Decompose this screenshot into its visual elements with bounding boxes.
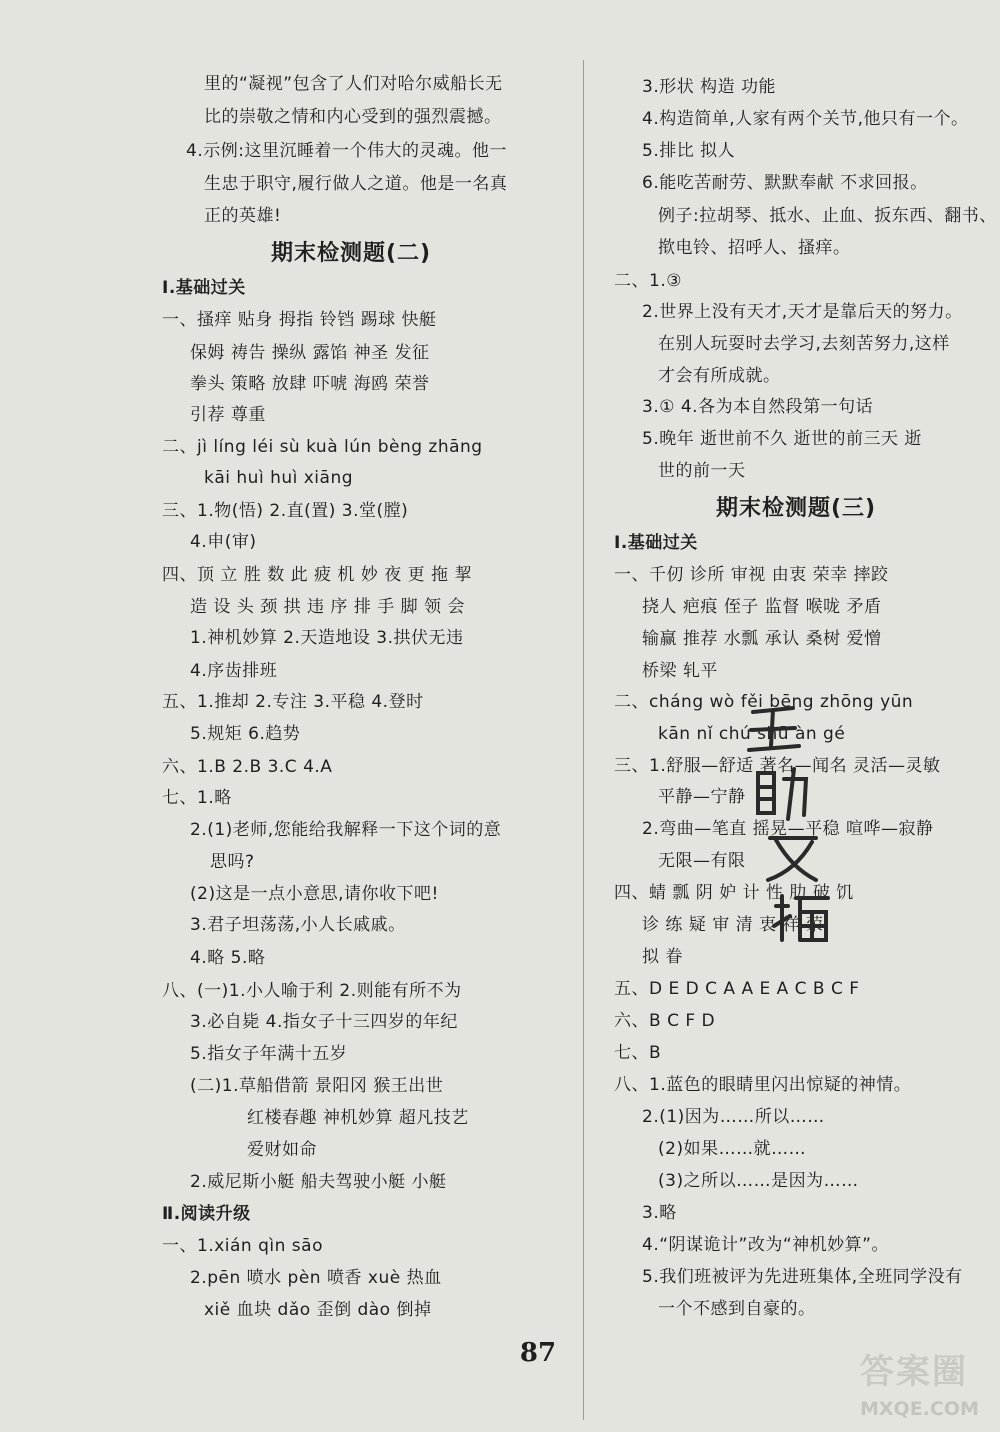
text-line: 3.略	[642, 1203, 677, 1223]
text-line: kāi huì huì xiāng	[204, 468, 354, 488]
text-line: 2.威尼斯小艇 船夫驾驶小艇 小艇	[190, 1172, 447, 1192]
text-line: 爱财如命	[247, 1140, 317, 1160]
text-line: 4.申(审)	[190, 532, 257, 552]
text-line: xiě 血块 dǎo 歪倒 dào 倒掉	[204, 1300, 432, 1320]
text-line: (2)这是一点小意思,请你收下吧!	[190, 884, 439, 904]
text-line: 造 设 头 颈 拱 违 序 排 手 脚 领 会	[190, 597, 465, 617]
text-line: 5.晚年 逝世前不久 逝世的前三天 逝	[642, 429, 922, 449]
text-line: 3.必自毙 4.指女子十三四岁的年纪	[190, 1012, 458, 1032]
text-line: 一、搔痒 贴身 拇指 铃铛 踢球 快艇	[162, 310, 437, 330]
text-line: 桥梁 轧平	[642, 661, 718, 681]
text-line: 二、jì líng léi sù kuà lún bèng zhāng	[162, 437, 483, 457]
text-line: 诊 练 疑 审 清 衷 祥 荣	[642, 915, 824, 935]
text-line: 比的崇敬之情和内心受到的强烈震撼。	[204, 107, 502, 127]
text-line: 4.序齿排班	[190, 661, 278, 681]
text-line: 输赢 推荐 水瓢 承认 桑树 爱憎	[642, 629, 882, 649]
text-line: 思吗?	[210, 852, 255, 872]
text-line: 5.排比 拟人	[642, 141, 736, 161]
text-line: 七、1.略	[162, 788, 232, 808]
text-line: 5.指女子年满十五岁	[190, 1044, 348, 1064]
handwriting-scribble-4	[770, 890, 834, 948]
text-line: kān nǐ chú shū àn gé	[658, 724, 846, 744]
handwriting-scribble-1	[745, 700, 805, 760]
text-line: 八、1.蓝色的眼睛里闪出惊疑的神情。	[614, 1075, 912, 1095]
text-line: 揿电铃、招呼人、搔痒。	[658, 238, 851, 258]
text-line: 2.pēn 喷水 pèn 喷香 xuè 热血	[190, 1268, 442, 1288]
text-line: (3)之所以……是因为……	[658, 1171, 859, 1191]
text-line: 才会有所成就。	[658, 366, 781, 386]
text-line: 一、1.xián qìn sāo	[162, 1236, 323, 1256]
text-line: 4.构造简单,人家有两个关节,他只有一个。	[642, 109, 969, 129]
text-line: 5.规矩 6.趋势	[190, 724, 301, 744]
text-line: 二、1.③	[614, 271, 682, 291]
text-line: 2.世界上没有天才,天才是靠后天的努力。	[642, 302, 963, 322]
text-line: 六、1.B 2.B 3.C 4.A	[162, 757, 333, 777]
text-line: 生忠于职守,履行做人之道。他是一名真	[204, 174, 508, 194]
text-line: 五、D E D C A A E A C B C F	[614, 979, 860, 999]
text-line: 世的前一天	[658, 461, 746, 481]
handwriting-scribble-2	[752, 765, 812, 825]
watermark-title: 答案圈	[860, 1352, 968, 1392]
watermark-logo	[860, 1342, 992, 1426]
text-line: 2.(1)老师,您能给我解释一下这个词的意	[190, 820, 502, 840]
text-line: 拳头 策略 放肆 吓唬 海鸥 荣誉	[190, 374, 430, 394]
subsection-title: Ⅱ.阅读升级	[162, 1204, 251, 1224]
text-line: 6.能吃苦耐劳、默默奉献 不求回报。	[642, 173, 928, 193]
page-number: 87	[519, 1338, 557, 1368]
section-heading: 期末检测题(二)	[271, 241, 432, 266]
text-line: 3.① 4.各为本自然段第一句话	[642, 397, 874, 417]
text-line: 四、蜻 瓢 阴 妒 计 性 肋 破 饥	[614, 883, 854, 903]
text-line: 引荐 尊重	[190, 405, 266, 425]
handwriting-scribble-3	[762, 828, 824, 884]
text-line: 三、1.舒服—舒适 著名—闻名 灵活—灵敏	[614, 756, 941, 776]
text-line: 保姆 祷告 操纵 露馅 神圣 发征	[190, 343, 430, 363]
text-line: 3.形状 构造 功能	[642, 77, 777, 97]
text-line: 例子:拉胡琴、抵水、止血、扳东西、翻书、	[658, 206, 997, 226]
subsection-title: I.基础过关	[162, 278, 246, 298]
text-line: (二)1.草船借箭 景阳冈 猴王出世	[190, 1076, 444, 1096]
text-line: 正的英雄!	[204, 206, 282, 226]
text-line: 无限—有限	[658, 851, 746, 871]
text-line: 4.示例:这里沉睡着一个伟大的灵魂。他一	[186, 141, 507, 161]
text-line: 二、cháng wò fěi bēng zhōng yūn	[614, 692, 914, 712]
text-line: 七、B	[614, 1043, 662, 1063]
section-heading: 期末检测题(三)	[716, 496, 877, 521]
text-line: 2.弯曲—笔直 摇晃—平稳 喧哗—寂静	[642, 819, 934, 839]
text-line: 里的“凝视”包含了人们对哈尔威船长无	[204, 74, 503, 94]
text-line: 4.“阴谋诡计”改为“神机妙算”。	[642, 1235, 889, 1255]
text-line: 红楼春趣 神机妙算 超凡技艺	[247, 1108, 469, 1128]
text-line: 挠人 疤痕 侄子 监督 喉咙 矛盾	[642, 597, 882, 617]
text-line: 2.(1)因为……所以……	[642, 1107, 825, 1127]
text-line: 一个不感到自豪的。	[658, 1299, 816, 1319]
text-line: 在别人玩耍时去学习,去刻苦努力,这样	[658, 334, 950, 354]
text-line: 拟 眷	[642, 947, 683, 967]
text-line: 4.略 5.略	[190, 948, 266, 968]
text-line: 三、1.物(悟) 2.直(置) 3.堂(膛)	[162, 501, 409, 521]
subsection-title: Ⅰ.基础过关	[614, 533, 698, 553]
text-line: 一、千仞 诊所 审视 由衷 荣幸 摔跤	[614, 565, 889, 585]
text-line: 3.君子坦荡荡,小人长戚戚。	[190, 915, 406, 935]
watermark-url: MXQE.COM	[860, 1398, 979, 1420]
text-line: 五、1.推却 2.专注 3.平稳 4.登时	[162, 692, 424, 712]
text-line: 5.我们班被评为先进班集体,全班同学没有	[642, 1267, 963, 1287]
text-line: 1.神机妙算 2.天造地设 3.拱伏无违	[190, 628, 464, 648]
text-line: 四、顶 立 胜 数 此 疲 机 妙 夜 更 拖 挈	[162, 565, 472, 585]
text-line: 八、(一)1.小人喻于利 2.则能有所不为	[162, 981, 462, 1001]
text-line: 平静—宁静	[658, 787, 746, 807]
column-divider	[583, 60, 584, 1420]
text-line: (2)如果……就……	[658, 1139, 807, 1159]
text-line: 六、B C F D	[614, 1011, 716, 1031]
